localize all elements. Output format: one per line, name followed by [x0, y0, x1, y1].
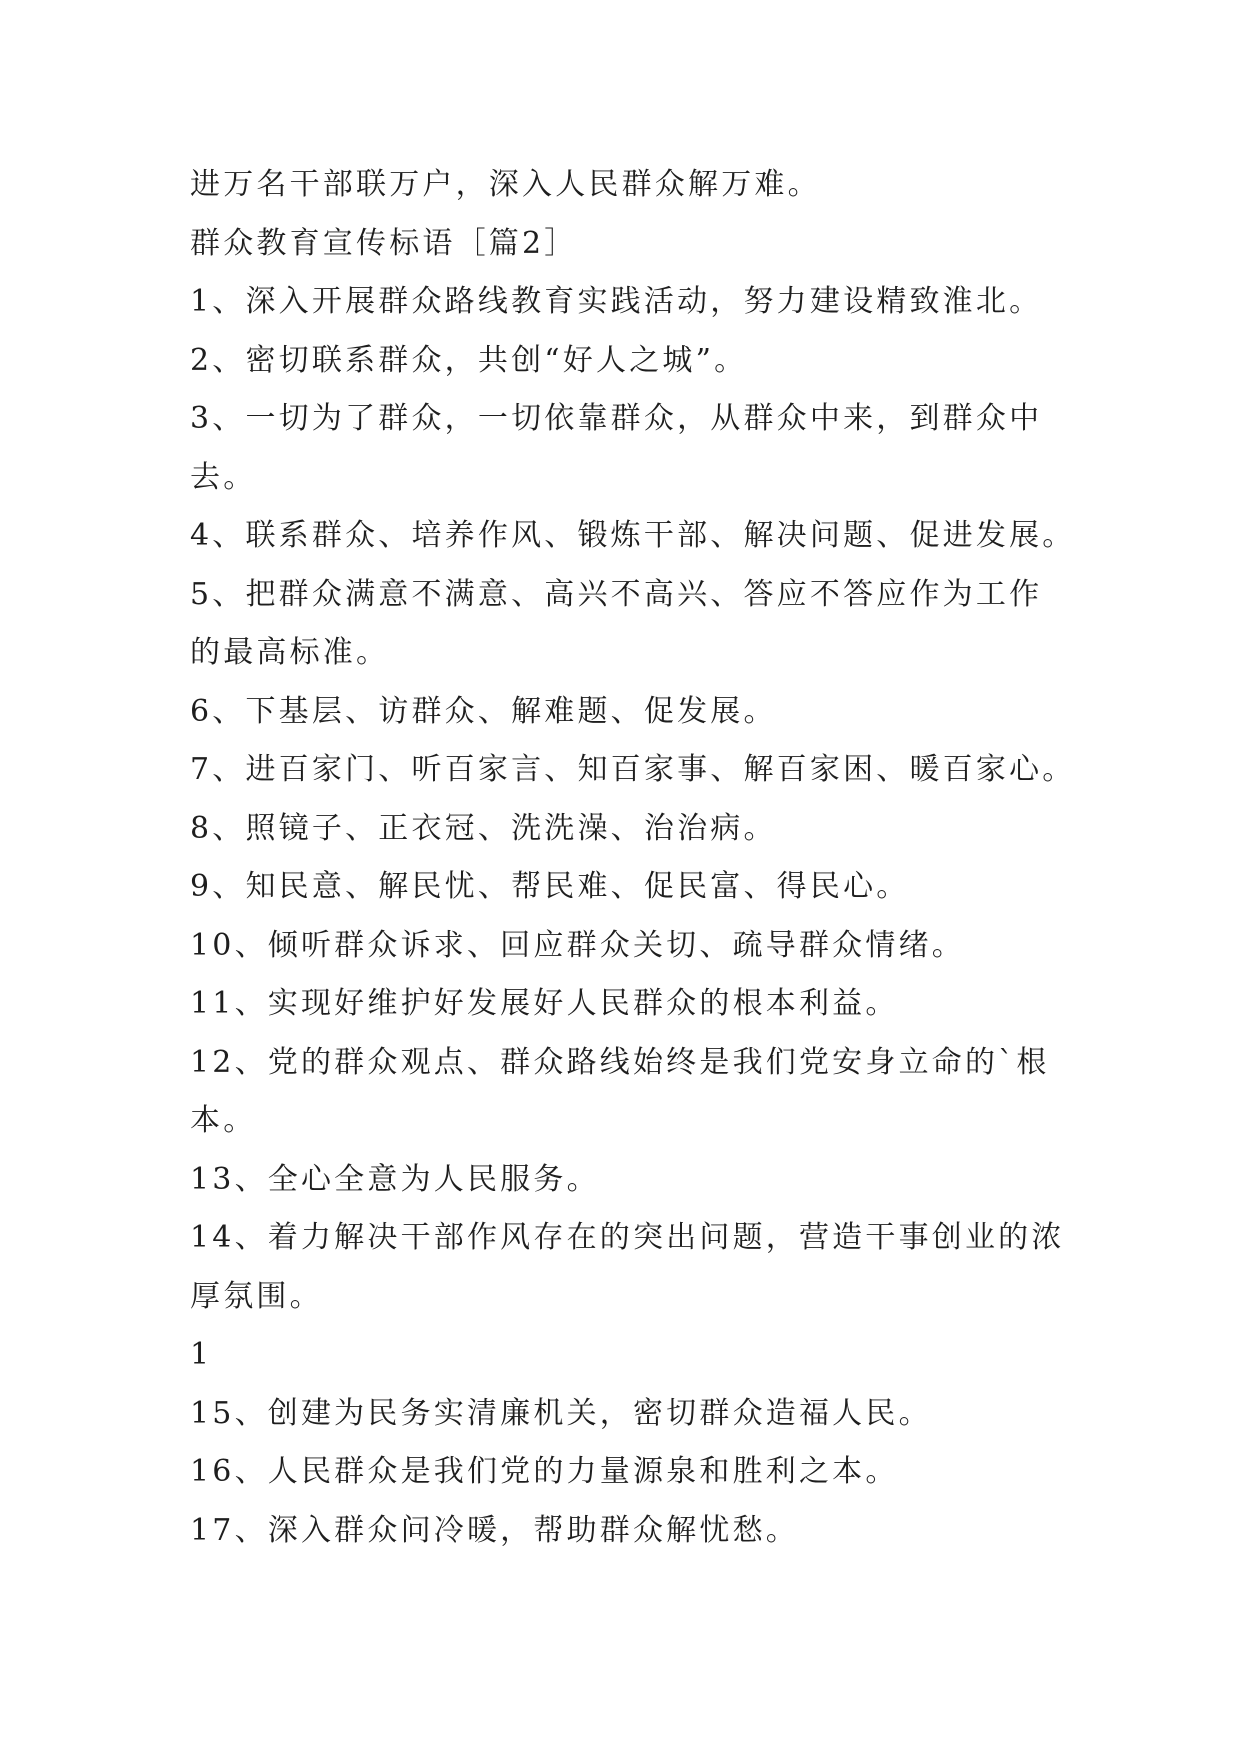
slogan-line: 9、知民意、解民忧、帮民难、促民富、得民心。 — [190, 869, 910, 904]
section-title: 群众教育宣传标语［篇2］ — [190, 225, 578, 261]
slogan-line: 1、深入开展群众路线教育实践活动，努力建设精致淮北。 — [190, 284, 1043, 319]
slogan-item — [190, 1443, 1241, 1502]
slogan-item — [190, 507, 1241, 566]
slogan-item — [190, 1385, 1241, 1444]
slogan-item — [190, 683, 1241, 742]
slogan-line: 17、深入群众问冷暖，帮助群众解忧愁。 — [190, 1512, 799, 1548]
slogan-line: 14、着力解决干部作风存在的突出问题，营造干事创业的浓 — [190, 1220, 1065, 1255]
slogan-line: 8、照镜子、正衣冠、洗洗澡、治治病。 — [190, 810, 777, 846]
slogan-line: 3、一切为了群众，一切依靠群众，从群众中来，到群众中 — [190, 401, 1043, 436]
slogan-item — [190, 332, 1241, 391]
intro-paragraph — [190, 156, 1241, 215]
slogan-item — [190, 1502, 1241, 1561]
slogan-item — [190, 273, 1241, 332]
slogan-item — [190, 390, 1241, 507]
slogan-line: 15、创建为民务实清廉机关，密切群众造福人民。 — [190, 1395, 932, 1431]
slogan-line: 去。 — [190, 459, 257, 495]
slogan-line: 7、进百家门、听百家言、知百家事、解百家困、暖百家心。 — [190, 752, 1076, 787]
slogan-item — [190, 741, 1241, 800]
slogan-item — [190, 1151, 1241, 1210]
slogan-item — [190, 917, 1241, 976]
slogan-line: 本。 — [190, 1103, 257, 1138]
slogan-item — [190, 975, 1241, 1034]
slogan-item — [190, 1209, 1241, 1326]
slogan-line: 10、倾听群众诉求、回应群众关切、疏导群众情绪。 — [190, 927, 965, 963]
slogan-item — [190, 1034, 1241, 1151]
slogan-line: 13、全心全意为人民服务。 — [190, 1161, 600, 1197]
slogan-line: 5、把群众满意不满意、高兴不高兴、答应不答应作为工作 — [190, 576, 1043, 612]
slogan-item — [190, 566, 1241, 683]
slogan-line: 6、下基层、访群众、解难题、促发展。 — [190, 693, 777, 729]
slogan-line: 16、人民群众是我们党的力量源泉和胜利之本。 — [190, 1454, 899, 1489]
slogan-line: 2、密切联系群众，共创“好人之城”。 — [190, 342, 748, 378]
slogan-line: 厚氛围。 — [190, 1278, 323, 1314]
intro-line: 进万名干部联万户，深入人民群众解万难。 — [190, 167, 821, 202]
slogan-item — [190, 800, 1241, 859]
slogan-line: 4、联系群众、培养作风、锻炼干部、解决问题、促进发展。 — [190, 518, 1076, 553]
slogan-line: 11、实现好维护好发展好人民群众的根本利益。 — [190, 986, 899, 1021]
slogan-line: 12、党的群众观点、群众路线始终是我们党安身立命的`根 — [190, 1044, 1050, 1080]
slogan-line: 的最高标准。 — [190, 635, 390, 670]
slogan-item — [190, 858, 1241, 917]
page-number: 1 — [190, 1337, 213, 1372]
